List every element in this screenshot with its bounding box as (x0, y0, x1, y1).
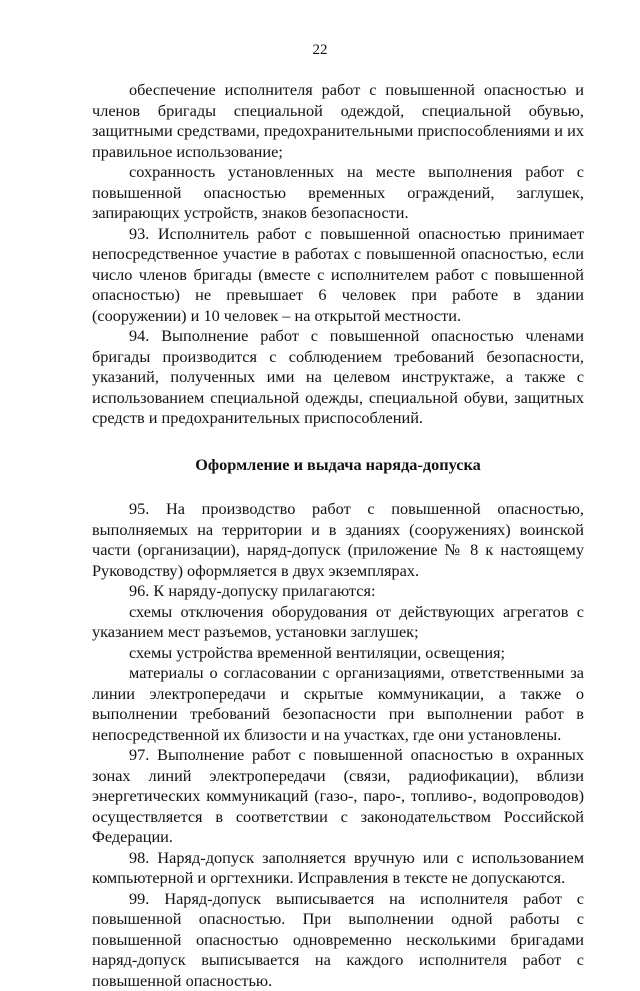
paragraph-barriers-integrity: сохранность установленных на месте выполнения работ с повышенной опасностью временных ограждений, заглушек, запирающих устройств, знаков безопасности. (92, 162, 584, 224)
document-body (92, 80, 584, 991)
paragraph-clause-93: 93. Исполнитель работ с повышенной опасностью принимает непосредственное участие в работах с повышенной опасностью, если число членов бригады (вместе с исполнителем работ с повышенной опасностью) не превышает 6 человек при работе в здании (сооружении) и 10 человек – на открытой местности. (92, 224, 584, 327)
paragraph-ventilation-schemes: схемы устройства временной вентиляции, освещения; (92, 643, 584, 664)
paragraph-clause-94: 94. Выполнение работ с повышенной опасностью членами бригады производится с соблюдением требований безопасности, указаний, полученных ими на целевом инструктаже, а также с использованием специальной одежды, специальной обуви, защитных средств и предохранительных приспособлений. (92, 326, 584, 429)
paragraph-clause-95: 95. На производство работ с повышенной опасностью, выполняемых на территории и в зданиях (сооружениях) воинской части (организации), наряд-допуск (приложение № 8 к настоящему Руководству) оформляется в двух экземплярах. (92, 499, 584, 581)
paragraph-protective-equipment: обеспечение исполнителя работ с повышенной опасностью и членов бригады специальной одеждой, специальной обувью, защитными средствами, предохранительными приспособлениями и их правильное использование; (92, 80, 584, 162)
paragraph-disconnection-schemes: схемы отключения оборудования от действующих агрегатов с указанием мест разъемов, установки заглушек; (92, 602, 584, 643)
paragraph-approval-materials: материалы о согласовании с организациями, ответственными за линии электропередачи и скрытые коммуникации, а также о выполнении требований безопасности при выполнении работ в непосредственной их близости и на участках, где они установлены. (92, 663, 584, 745)
paragraph-clause-97: 97. Выполнение работ с повышенной опасностью в охранных зонах линий электропередачи (связи, радиофикации), вблизи энергетических коммуникаций (газо-, паро-, топливо-, водопроводов) осуществляется в соответствии с законодательством Российской Федерации. (92, 745, 584, 848)
paragraph-clause-96: 96. К наряду-допуску прилагаются: (92, 581, 584, 602)
paragraph-clause-99: 99. Наряд-допуск выписывается на исполнителя работ с повышенной опасностью. При выполнении одной работы с повышенной опасностью одновременно несколькими бригадами наряд-допуск выписывается на каждого исполнителя работ с повышенной опасностью. (92, 889, 584, 991)
section-heading: Оформление и выдача наряда-допуска (92, 455, 584, 476)
paragraph-clause-98: 98. Наряд-допуск заполняется вручную или с использованием компьютерной и оргтехники. Исправления в тексте не допускаются. (92, 848, 584, 889)
page-number: 22 (0, 42, 640, 59)
